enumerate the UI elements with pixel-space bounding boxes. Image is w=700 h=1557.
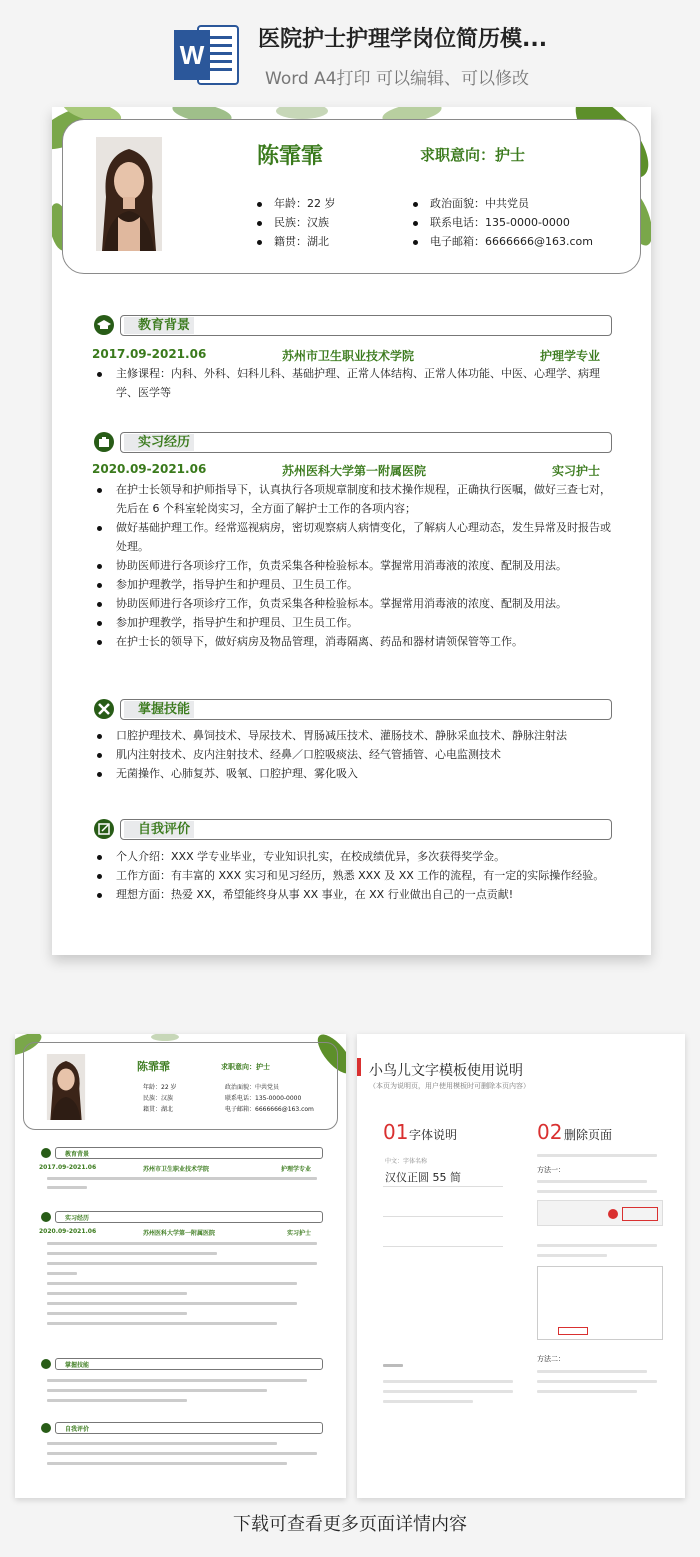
info-email: 电子邮箱：6666666@163.com (413, 233, 593, 249)
thumb-text-line (47, 1282, 297, 1285)
internship-date: 2020.09-2021.06 (92, 462, 207, 476)
list-item: 肌内注射技术、皮内注射技术、经鼻／口腔吸痰法、经气管插管、心电监测技术 (97, 745, 617, 765)
graduation-cap-icon (94, 315, 114, 335)
education-major: 护理学专业 (539, 349, 600, 363)
guide-text-line (383, 1400, 473, 1403)
thumb-info-politics: 政治面貌：中共党员 (225, 1084, 280, 1091)
thumb-edu-school: 苏州市卫生职业技术学院 (143, 1166, 210, 1173)
thumb-intern-date: 2020.09-2021.06 (39, 1228, 97, 1235)
guide-text-line (537, 1370, 647, 1373)
guide-thumbnail[interactable] (357, 1034, 685, 1498)
divider (383, 1246, 503, 1247)
guide-text-line (537, 1390, 637, 1393)
list-item: 口腔护理技术、鼻饲技术、导尿技术、胃肠减压技术、灌肠技术、静脉采血技术、静脉注射法 (97, 726, 617, 746)
resume-page (52, 107, 651, 955)
list-item-continued: 先后在 6 个科室轮岗实习，全方面了解护士工作的各项内容； (116, 502, 416, 515)
guide-text-line (537, 1380, 657, 1383)
thumb-text-line (47, 1312, 187, 1315)
thumb-edu-title: 教育背景 (65, 1151, 90, 1158)
list-item: 协助医师进行各项诊疗工作，负责采集各种检验标本。掌握常用消毒液的浓度、配制及用法。 (97, 556, 617, 576)
thumb-info-email: 电子邮箱：6666666@163.com (225, 1106, 314, 1113)
list-item: 主修课程：内科、外科、妇科儿科、基础护理、正常人体结构、正常人体功能、中医、心理学、病理 (97, 364, 617, 384)
doc-subtitle: Word A4打印 可以编辑、可以修改 (265, 69, 529, 89)
guide-subtitle: （本页为说明页，用户使用模板时可删除本页内容） (369, 1082, 530, 1090)
guide-text-line (383, 1364, 403, 1367)
thumb-intern-bar (55, 1211, 323, 1223)
guide-sec2-title: 删除页面 (564, 1128, 613, 1142)
thumb-text-line (47, 1252, 217, 1255)
thumb-edu-major: 护理学专业 (281, 1166, 312, 1173)
guide-text-line (537, 1190, 657, 1193)
list-item-continued: 处理。 (116, 540, 149, 553)
divider (383, 1186, 503, 1187)
tools-icon (94, 699, 114, 719)
thumb-profile-photo (45, 1054, 87, 1120)
list-item: 在护士长的领导下，做好病房及物品管理，消毒隔离、药品和器材请领保管等工作。 (97, 632, 617, 652)
internship-hospital: 苏州医科大学第一附属医院 (282, 464, 427, 478)
svg-text:W: W (179, 40, 205, 70)
thumb-skills-bar (55, 1358, 323, 1370)
guide-sec2-number: 02 (537, 1120, 563, 1144)
list-item: 个人介绍：XXX 学专业毕业，专业知识扎实，在校成绩优异，多次获得奖学金。 (97, 847, 617, 867)
thumb-text-line (47, 1399, 187, 1402)
highlight-box (558, 1327, 588, 1335)
info-hometown: 籍贯：湖北 (257, 233, 329, 249)
guide-text-line (383, 1380, 513, 1383)
guide-text-line (537, 1254, 607, 1257)
briefcase-icon (94, 432, 114, 452)
guide-text-line (537, 1180, 647, 1183)
info-ethnicity: 民族：汉族 (257, 214, 329, 230)
internship-role: 实习护士 (551, 464, 600, 478)
thumb-text-line (47, 1462, 287, 1465)
thumb-info-hometown: 籍贯：湖北 (143, 1106, 174, 1113)
self-eval-title: 自我评价 (124, 821, 194, 838)
internship-header-line (92, 462, 612, 478)
list-item: 无菌操作、心肺复苏、吸氧、口腔护理、雾化吸入 (97, 764, 617, 784)
education-school: 苏州市卫生职业技术学院 (282, 349, 415, 363)
guide-font-name: 汉仪正圆 55 简 (385, 1171, 461, 1184)
guide-text-line (537, 1244, 657, 1247)
thumb-briefcase-icon (41, 1212, 51, 1222)
red-accent-bar (357, 1058, 361, 1076)
thumb-text-line (47, 1177, 317, 1180)
thumb-text-line (47, 1379, 307, 1382)
guide-sec1-number: 01 (383, 1120, 409, 1144)
guide-text-line (383, 1390, 513, 1393)
list-item: 参加护理教学，指导护生和护理员、卫生员工作。 (97, 575, 617, 595)
info-phone: 联系电话：135-0000-0000 (413, 214, 570, 230)
guide-sec1-title: 字体说明 (409, 1128, 458, 1142)
highlight-box (622, 1207, 658, 1221)
thumb-text-line (47, 1322, 277, 1325)
list-item-continued: 学、医学等 (116, 386, 171, 399)
thumb-intern-title: 实习经历 (65, 1215, 90, 1222)
thumb-info-ethnicity: 民族：汉族 (143, 1095, 174, 1102)
doc-title: 医院护士护理学岗位简历模... (258, 27, 548, 52)
divider (383, 1216, 503, 1217)
candidate-name: 陈霏霏 (257, 144, 324, 169)
education-title: 教育背景 (124, 317, 194, 334)
profile-photo (96, 137, 162, 251)
thumb-edu-bar (55, 1147, 323, 1159)
education-date: 2017.09-2021.06 (92, 347, 207, 361)
thumb-self-title: 自我评价 (65, 1426, 90, 1433)
info-age: 年龄：22 岁 (257, 195, 336, 211)
thumb-info-phone: 联系电话：135-0000-0000 (225, 1095, 302, 1102)
thumb-name: 陈霏霏 (137, 1060, 170, 1073)
guide-font-label: 中文：字体名称 (385, 1158, 428, 1165)
education-header-line (92, 347, 612, 363)
thumb-graduation-cap-icon (41, 1148, 51, 1158)
resume-thumbnail[interactable] (15, 1034, 346, 1498)
skills-title: 掌握技能 (124, 701, 194, 718)
list-item: 在护士长领导和护师指导下，认真执行各项规章制度和技术操作规程，正确执行医嘱，做好三查七对， (97, 480, 617, 500)
thumb-intern-role: 实习护士 (287, 1230, 312, 1237)
thumb-text-line (47, 1242, 317, 1245)
list-item: 参加护理教学，指导护生和护理员、卫生员工作。 (97, 613, 617, 633)
internship-title: 实习经历 (124, 434, 194, 451)
list-item: 理想方面：热爱 XX，希望能终身从事 XX 事业，在 XX 行业做出自己的一点贡献! (97, 885, 617, 905)
guide-text-line (537, 1154, 657, 1157)
preview-header (0, 0, 700, 104)
list-item: 做好基础护理工作。经常巡视病房，密切观察病人病情变化，了解病人心理动态，发生异常及时报告或 (97, 518, 617, 538)
thumb-self-bar (55, 1422, 323, 1434)
list-item: 工作方面：有丰富的 XXX 实习和见习经历，熟悉 XXX 及 XX 工作的流程，有一定的实际操作经验。 (97, 866, 617, 886)
edit-icon (94, 819, 114, 839)
thumb-intent: 求职意向：护士 (221, 1063, 270, 1071)
thumb-text-line (47, 1302, 297, 1305)
info-politics: 政治面貌：中共党员 (413, 195, 529, 211)
guide-method2: 方法二： (537, 1355, 565, 1363)
thumb-tools-icon (41, 1359, 51, 1369)
list-item: 协助医师进行各项诊疗工作，负责采集各种检验标本。掌握常用消毒液的浓度、配制及用法。 (97, 594, 617, 614)
thumb-edit-icon (41, 1423, 51, 1433)
thumb-text-line (47, 1262, 317, 1265)
thumb-intern-hospital: 苏州医科大学第一附属医院 (143, 1230, 216, 1237)
guide-screenshot-dialog (537, 1266, 663, 1340)
guide-method1: 方法一： (537, 1166, 565, 1174)
thumb-text-line (47, 1186, 87, 1189)
thumb-text-line (47, 1442, 277, 1445)
guide-title: 小鸟儿文字模板使用说明 (369, 1063, 523, 1079)
thumb-text-line (47, 1272, 77, 1275)
thumb-edu-date: 2017.09-2021.06 (39, 1164, 97, 1171)
word-doc-icon (174, 22, 240, 88)
thumb-text-line (47, 1292, 187, 1295)
more-pages-hint: 下载可查看更多页面详情内容 (233, 1514, 467, 1535)
thumb-skills-title: 掌握技能 (65, 1362, 90, 1369)
thumb-text-line (47, 1389, 267, 1392)
thumb-info-age: 年龄：22 岁 (143, 1084, 177, 1091)
thumb-text-line (47, 1452, 317, 1455)
job-intent: 求职意向：护士 (420, 146, 526, 164)
highlight-marker (608, 1209, 618, 1219)
guide-screenshot-toolbar (537, 1200, 663, 1226)
